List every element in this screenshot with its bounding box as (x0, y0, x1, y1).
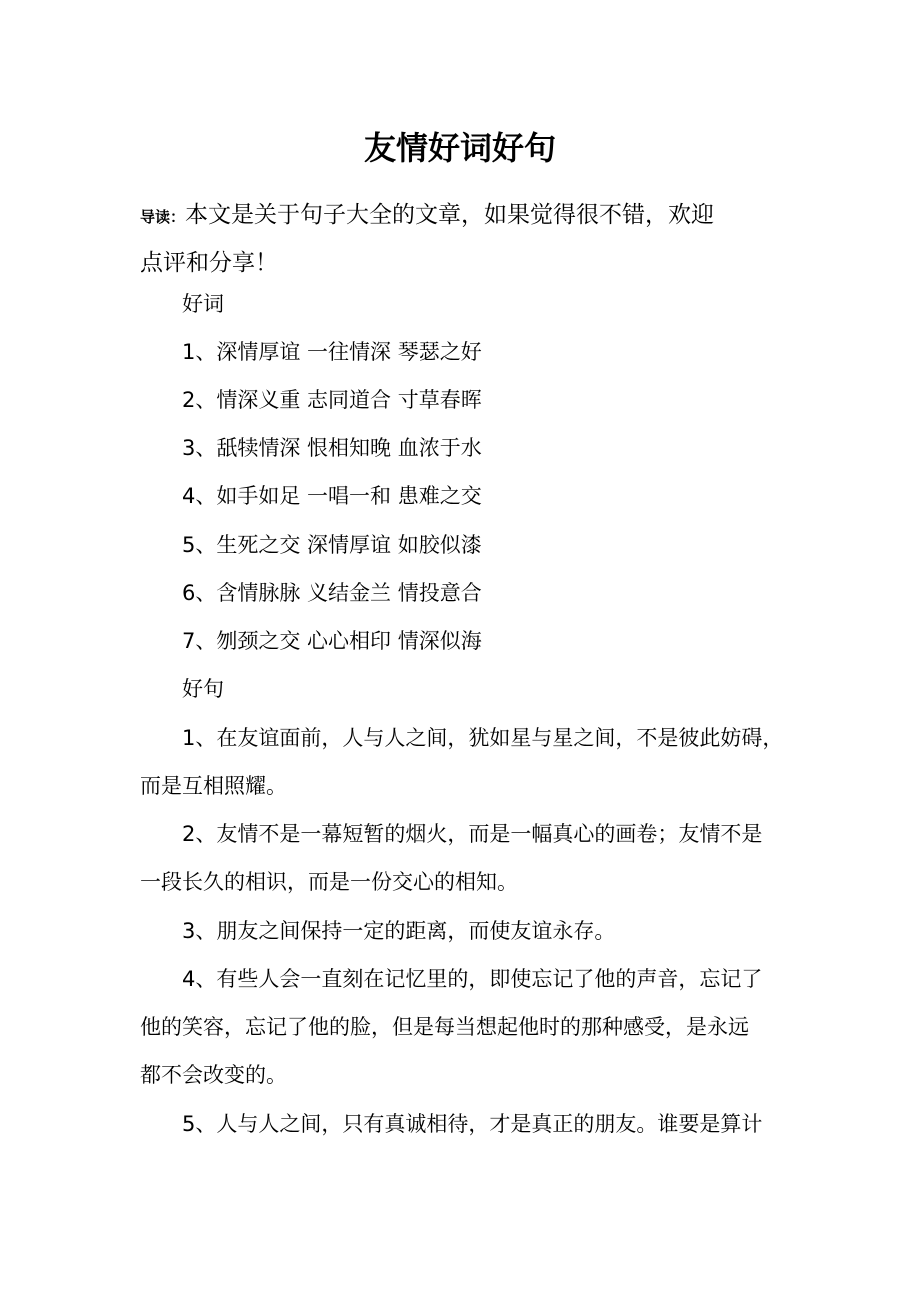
sentence-3-line-1: 3、朋友之间保持一定的距离，而使友谊永存。 (182, 919, 616, 943)
sentence-4-line-3: 都不会改变的。 (140, 1063, 287, 1087)
word-list-item: 2、情深义重 志同道合 寸草春晖 (182, 388, 482, 412)
sentence-5-line-1: 5、人与人之间，只有真诚相待，才是真正的朋友。谁要是算计 (182, 1112, 763, 1136)
word-list-item: 6、含情脉脉 义结金兰 情投意合 (182, 581, 482, 605)
section-heading-words: 好词 (182, 292, 224, 316)
word-list-item: 3、舐犊情深 恨相知晚 血浓于水 (182, 436, 482, 460)
intro-paragraph (140, 192, 800, 286)
sentence-2-line-1: 2、友情不是一幕短暂的烟火，而是一幅真心的画卷；友情不是 (182, 822, 763, 846)
intro-label: 导读： (140, 208, 186, 226)
word-list-item: 5、生死之交 深情厚谊 如胶似漆 (182, 533, 482, 557)
sentence-4-line-1: 4、有些人会一直刻在记忆里的，即使忘记了他的声音，忘记了 (182, 967, 763, 991)
section-heading-sentences: 好句 (182, 677, 224, 701)
document-title: 友情好词好句 (363, 129, 556, 167)
sentence-4-line-2: 他的笑容，忘记了他的脸，但是每当想起他时的那种感受，是永远 (140, 1015, 749, 1039)
word-list-item: 1、深情厚谊 一往情深 琴瑟之好 (182, 340, 482, 364)
intro-line-1 (140, 192, 800, 240)
intro-text-1: 本文是关于句子大全的文章，如果觉得很不错，欢迎 (185, 202, 715, 228)
sentence-2-line-2: 一段长久的相识，而是一份交心的相知。 (140, 870, 518, 894)
word-list-item: 7、刎颈之交 心心相印 情深似海 (182, 629, 482, 653)
sentence-1-line-1: 1、在友谊面前，人与人之间，犹如星与星之间，不是彼此妨碍， (182, 726, 784, 750)
word-list-item: 4、如手如足 一唱一和 患难之交 (182, 484, 482, 508)
intro-line-2: 点评和分享！ (140, 250, 278, 276)
sentence-1-line-2: 而是互相照耀。 (140, 774, 287, 798)
